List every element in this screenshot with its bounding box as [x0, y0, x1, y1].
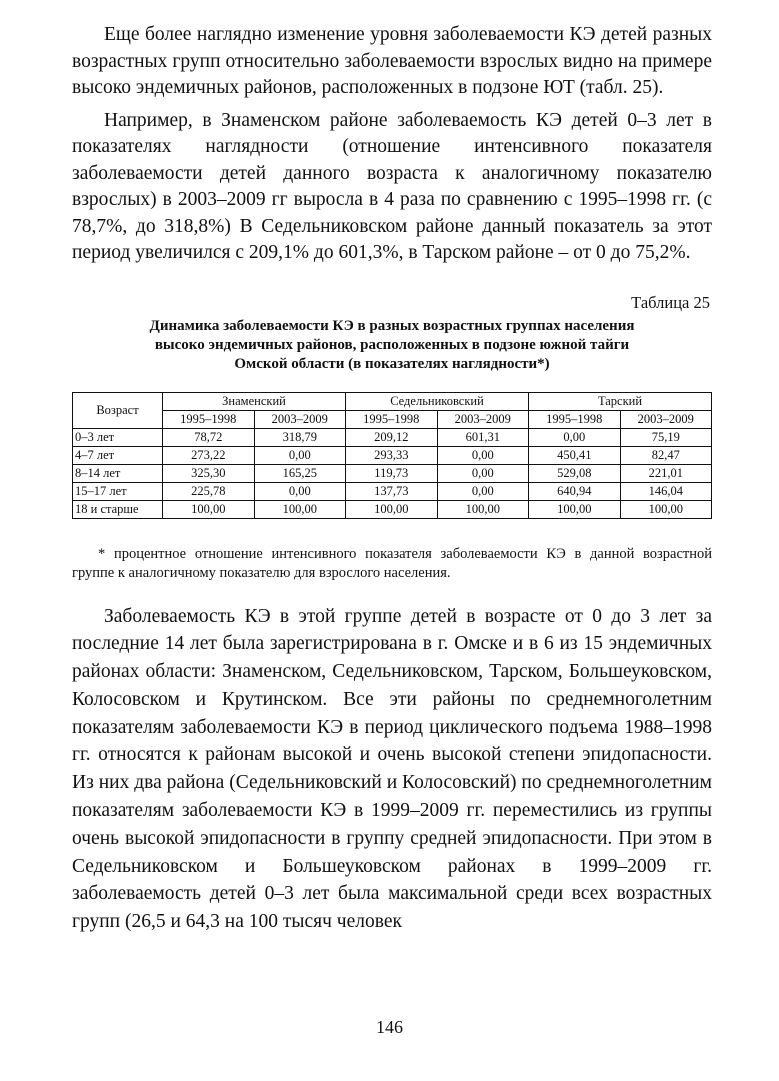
value-cell: 640,94 — [529, 482, 621, 500]
value-cell: 100,00 — [529, 500, 621, 518]
value-cell: 78,72 — [163, 428, 255, 446]
table-title — [72, 317, 712, 374]
table-footnote: * процентное отношение интенсивного показателя заболеваемости КЭ в данной возрастной группе к аналогичному показателю для взрослого населения. — [72, 545, 712, 581]
value-cell: 100,00 — [437, 500, 529, 518]
value-cell: 0,00 — [437, 446, 529, 464]
value-cell: 0,00 — [254, 482, 346, 500]
district-header: Тарский — [529, 392, 712, 410]
value-cell: 0,00 — [529, 428, 621, 446]
value-cell: 75,19 — [620, 428, 712, 446]
value-cell: 225,78 — [163, 482, 255, 500]
value-cell: 318,79 — [254, 428, 346, 446]
value-cell: 100,00 — [346, 500, 438, 518]
value-cell: 119,73 — [346, 464, 438, 482]
value-cell: 100,00 — [163, 500, 255, 518]
value-cell: 325,30 — [163, 464, 255, 482]
age-column-header: Возраст — [73, 392, 163, 428]
body-section — [72, 603, 712, 937]
period-header: 1995–1998 — [163, 410, 255, 428]
value-cell: 209,12 — [346, 428, 438, 446]
value-cell: 450,41 — [529, 446, 621, 464]
table-title-line: Омской области (в показателях наглядности*) — [234, 355, 550, 372]
table-label: Таблица 25 — [631, 292, 710, 312]
value-cell: 100,00 — [254, 500, 346, 518]
value-cell: 601,31 — [437, 428, 529, 446]
period-header: 2003–2009 — [437, 410, 529, 428]
value-cell: 293,33 — [346, 446, 438, 464]
period-header: 1995–1998 — [529, 410, 621, 428]
value-cell: 0,00 — [437, 482, 529, 500]
table-row — [73, 482, 712, 500]
incidence-table — [72, 392, 712, 519]
age-cell: 4–7 лет — [73, 446, 163, 464]
table-title-line: Динамика заболеваемости КЭ в разных возрастных группах населения — [149, 317, 635, 334]
value-cell: 165,25 — [254, 464, 346, 482]
value-cell: 100,00 — [620, 500, 712, 518]
value-cell: 273,22 — [163, 446, 255, 464]
age-cell: 0–3 лет — [73, 428, 163, 446]
paragraph-2: Например, в Знаменском районе заболеваемость КЭ детей 0–3 лет в показателях наглядности (отношение интенсивного показателя заболеваемости детей данного возраста к аналогичному показателю взрослых) в 2003–2009 гг выросла в 4 раза по сравнению с 1995–1998 гг. (с 78,7%, до 318,8%) В Седельниковском районе данный показатель за этот период увеличился с 209,1% до 601,3%, в Тарском районе – от 0 до 75,2%. — [72, 109, 712, 263]
district-header: Знаменский — [163, 392, 346, 410]
table-row — [73, 446, 712, 464]
period-header: 2003–2009 — [254, 410, 346, 428]
table-title-line: высоко эндемичных районов, расположенных в подзоне южной тайги — [154, 336, 630, 353]
paragraph-3: Заболеваемость КЭ в этой группе детей в возрасте от 0 до 3 лет за последние 14 лет была зарегистрирована в г. Омске и в 6 из 15 эндемичных районах области: Знаменском, Седельниковском, Тарском, Большеуковском, Колосовском и Крутинском. Все эти районы по среднемноголетним показателям заболеваемости КЭ в период циклического подъема 1988–1998 гг. относятся к районам высокой и очень высокой степени эпидопасности. Из них два района (Седельниковский и Колосовский) по среднемноголетним показателям заболеваемости КЭ в 1999–2009 гг. переместились из группы очень высокой эпидопасности в группу средней эпидопасности. При этом в Седельниковском и Большеуковском районах в 1999–2009 гг. заболеваемость детей 0–3 лет была максимальной среди всех возрастных групп (26,5 и 64,3 на 100 тысяч человек — [72, 605, 712, 933]
value-cell: 137,73 — [346, 482, 438, 500]
value-cell: 146,04 — [620, 482, 712, 500]
value-cell: 0,00 — [254, 446, 346, 464]
period-header: 1995–1998 — [346, 410, 438, 428]
age-cell: 15–17 лет — [73, 482, 163, 500]
value-cell: 221,01 — [620, 464, 712, 482]
age-cell: 18 и старше — [73, 500, 163, 518]
district-header: Седельниковский — [346, 392, 529, 410]
table-row — [73, 500, 712, 518]
value-cell: 529,08 — [529, 464, 621, 482]
value-cell: 82,47 — [620, 446, 712, 464]
page-content — [72, 22, 712, 936]
age-cell: 8–14 лет — [73, 464, 163, 482]
table-row — [73, 464, 712, 482]
period-header: 2003–2009 — [620, 410, 712, 428]
table-row — [73, 428, 712, 446]
paragraph-1: Еще более наглядно изменение уровня заболеваемости КЭ детей разных возрастных групп относительно заболеваемости взрослых видно на примере высоко эндемичных районов, расположенных в подзоне ЮТ (табл. 25). — [72, 24, 712, 98]
value-cell: 0,00 — [437, 464, 529, 482]
page-number: 146 — [376, 1017, 403, 1037]
